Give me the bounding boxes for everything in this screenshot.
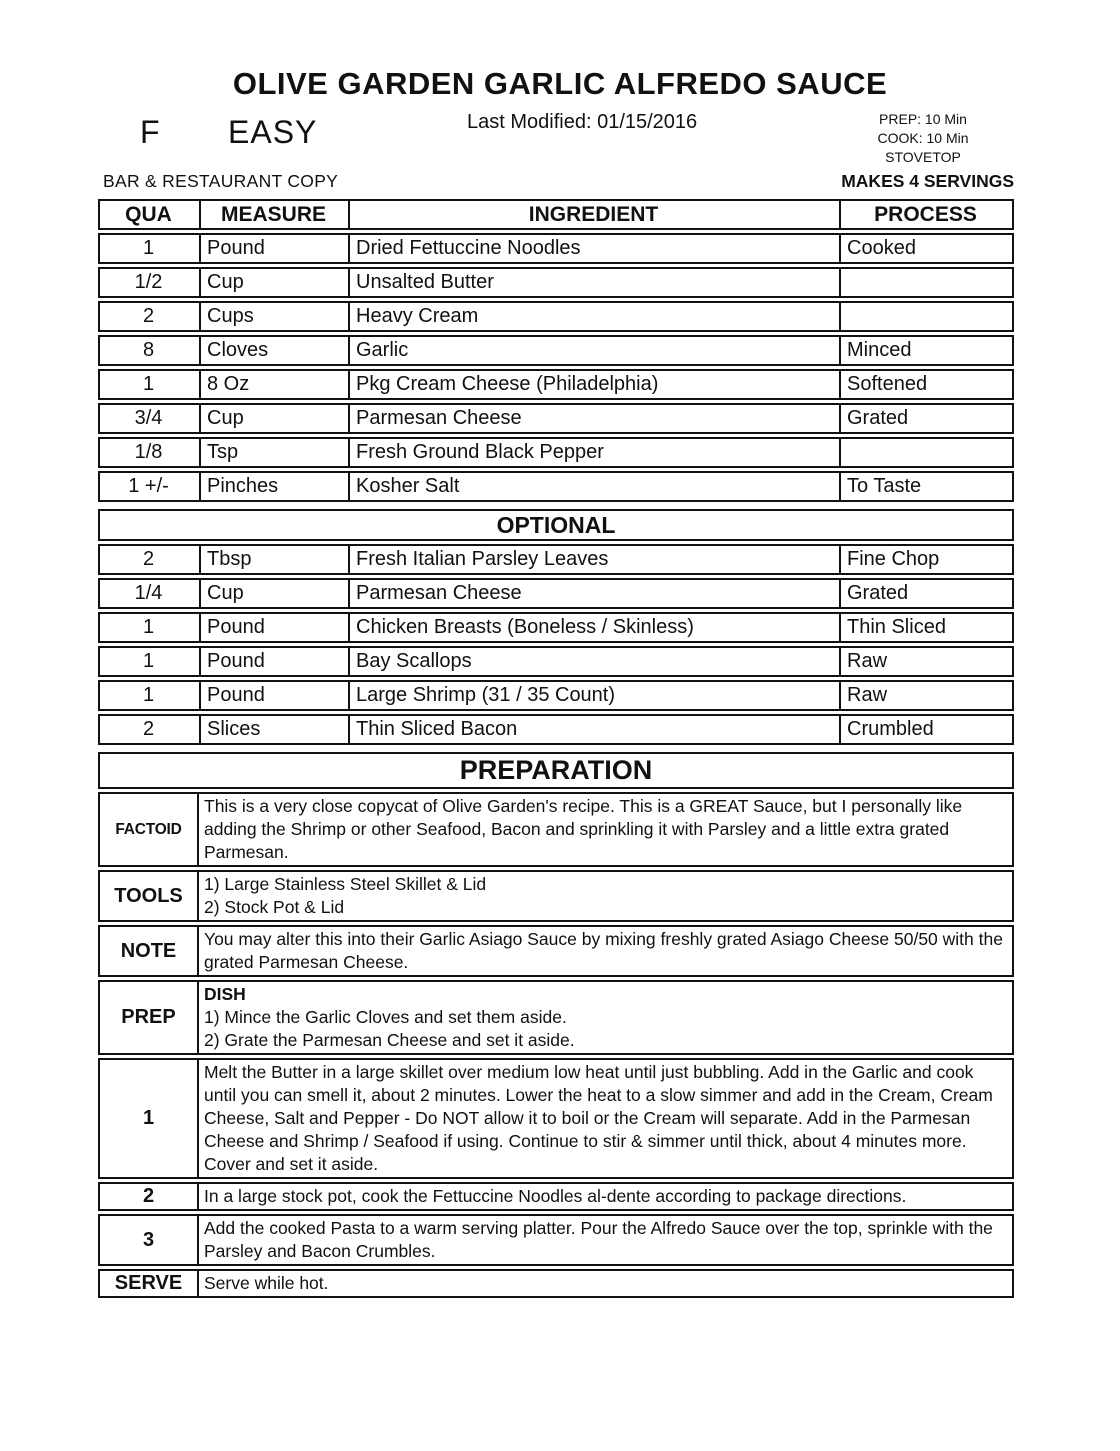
- cell-qua: 1/4: [134, 582, 163, 604]
- preparation-row-body: [197, 794, 1012, 865]
- cell-measure: Pound: [199, 682, 348, 709]
- cell-ingredient: Fresh Italian Parsley Leaves: [348, 546, 839, 573]
- table-row: [98, 471, 1014, 502]
- cell-qua: 1: [142, 237, 155, 259]
- copy-type-label: BAR & RESTAURANT COPY: [103, 171, 339, 191]
- prep-time-label: PREP: 10 Min: [879, 111, 967, 127]
- cell-process: To Taste: [839, 473, 1012, 500]
- table-row: [98, 267, 1014, 298]
- cell-measure: Pound: [199, 648, 348, 675]
- header-cell-process: PROCESS: [839, 201, 1012, 228]
- preparation-text-line: Add the cooked Pasta to a warm serving platter. Pour the Alfredo Sauce over the top, sprinkle with the Parsley and Bacon Crumbles.: [204, 1218, 993, 1261]
- cell-process: Crumbled: [839, 716, 1012, 743]
- cell-process: Raw: [839, 682, 1012, 709]
- preparation-row: [98, 980, 1014, 1055]
- optional-section-title: OPTIONAL: [98, 509, 1014, 541]
- preparation-row-body: [197, 1184, 1012, 1209]
- preparation-text-line: Melt the Butter in a large skillet over medium low heat until just bubbling. Add in the Garlic and cook until you can smell it, about 2 minutes. Lower the heat to a slow simmer and add in the Cream, Cream Cheese, Salt and Pepper - Do NOT allow it to boil or the Cream will separate. Add in the Parmesan Cheese and Shrimp / Seafood if using. Continue to stir & simmer until thick, about 4 minutes more. Cover and set it aside.: [204, 1062, 993, 1174]
- preparation-text-line: 1) Mince the Garlic Cloves and set them aside.: [204, 1007, 567, 1027]
- cell-process: Softened: [839, 371, 1012, 398]
- table-row: [98, 301, 1014, 332]
- cell-ingredient: Thin Sliced Bacon: [348, 716, 839, 743]
- cell-measure: Cup: [199, 269, 348, 296]
- preparation-row-label: 3: [142, 1228, 155, 1251]
- table-row: [98, 714, 1014, 745]
- preparation-text-line: Serve while hot.: [204, 1273, 329, 1293]
- preparation-row: [98, 925, 1014, 977]
- cell-process: Grated: [839, 405, 1012, 432]
- preparation-section-title: PREPARATION: [98, 752, 1014, 789]
- cell-ingredient: Garlic: [348, 337, 839, 364]
- preparation-text-line: DISH: [204, 984, 246, 1004]
- preparation-row: [98, 1269, 1014, 1298]
- preparation-row-label: 1: [142, 1107, 155, 1129]
- cell-qua: 1: [142, 616, 155, 638]
- cell-measure: Cups: [199, 303, 348, 330]
- last-modified-label: Last Modified: 01/15/2016: [467, 111, 698, 133]
- difficulty-label: EASY: [228, 114, 318, 150]
- cell-process: Raw: [839, 648, 1012, 675]
- preparation-row-body: [197, 927, 1012, 975]
- cell-process: Thin Sliced: [839, 614, 1012, 641]
- cell-ingredient: Parmesan Cheese: [348, 405, 839, 432]
- preparation-text-line: This is a very close copycat of Olive Garden's recipe. This is a GREAT Sauce, but I personally like adding the Shrimp or other Seafood, Bacon and sprinkling it with Parsley and a little extra grated Parmesan.: [204, 796, 963, 862]
- cell-measure: Tbsp: [199, 546, 348, 573]
- cell-ingredient: Unsalted Butter: [348, 269, 839, 296]
- preparation-text-line: 2) Grate the Parmesan Cheese and set it aside.: [204, 1030, 575, 1050]
- ingredients-table: [98, 199, 1014, 502]
- table-row: [98, 578, 1014, 609]
- preparation-text-line: 2) Stock Pot & Lid: [204, 897, 345, 917]
- cell-process: [839, 303, 1012, 330]
- cell-process: Cooked: [839, 235, 1012, 262]
- preparation-row: [98, 1214, 1014, 1266]
- cell-process: Grated: [839, 580, 1012, 607]
- cell-qua: 1/8: [134, 441, 163, 463]
- cell-qua: 1/2: [134, 271, 163, 293]
- header-cell-ingredient: INGREDIENT: [348, 201, 839, 228]
- cell-ingredient: Pkg Cream Cheese (Philadelphia): [348, 371, 839, 398]
- preparation-text-line: You may alter this into their Garlic Asiago Sauce by mixing freshly grated Asiago Cheese 50/50 with the grated Parmesan Cheese.: [204, 929, 1003, 972]
- preparation-row-label: FACTOID: [115, 820, 182, 838]
- cell-qua: 3/4: [134, 407, 163, 429]
- preparation-row-body: [197, 1271, 1012, 1296]
- cell-measure: Pound: [199, 614, 348, 641]
- preparation-row-label: PREP: [121, 1006, 176, 1028]
- cell-ingredient: Large Shrimp (31 / 35 Count): [348, 682, 839, 709]
- cell-measure: Cloves: [199, 337, 348, 364]
- cell-qua: 2: [142, 548, 155, 570]
- cell-measure: Pound: [199, 235, 348, 262]
- page-title: OLIVE GARDEN GARLIC ALFREDO SAUCE: [232, 66, 888, 101]
- table-row: [98, 646, 1014, 677]
- preparation-row-body: [197, 982, 1012, 1053]
- cell-qua: 2: [142, 305, 155, 327]
- table-header-row: [98, 199, 1014, 230]
- cell-process: [839, 269, 1012, 296]
- cell-qua: 1 +/-: [128, 475, 169, 497]
- optional-ingredients-table: [98, 509, 1014, 745]
- cell-measure: Cup: [199, 405, 348, 432]
- preparation-row-body: [197, 872, 1012, 920]
- cell-ingredient: Fresh Ground Black Pepper: [348, 439, 839, 466]
- preparation-row-label: TOOLS: [114, 884, 183, 907]
- cell-measure: Slices: [199, 716, 348, 743]
- preparation-row: [98, 1182, 1014, 1211]
- preparation-text-line: In a large stock pot, cook the Fettuccine Noodles al-dente according to package directions.: [204, 1186, 907, 1206]
- table-row: [98, 680, 1014, 711]
- servings-label: MAKES 4 SERVINGS: [841, 171, 1014, 191]
- cell-ingredient: Bay Scallops: [348, 648, 839, 675]
- cell-qua: 1: [142, 373, 155, 395]
- cell-measure: Cup: [199, 580, 348, 607]
- time-info-block: [853, 110, 993, 167]
- cook-time-label: COOK: 10 Min: [877, 130, 969, 146]
- cell-ingredient: Chicken Breasts (Boneless / Skinless): [348, 614, 839, 641]
- table-row: [98, 335, 1014, 366]
- preparation-row-label: NOTE: [120, 939, 177, 962]
- cell-qua: 1: [142, 684, 155, 706]
- cell-qua: 2: [142, 718, 155, 740]
- cell-qua: 8: [142, 339, 155, 361]
- preparation-row-label: 2: [142, 1185, 155, 1207]
- preparation-row: [98, 1058, 1014, 1179]
- cook-method-label: STOVETOP: [885, 149, 961, 165]
- cell-measure: 8 Oz: [199, 371, 348, 398]
- preparation-row-label: SERVE: [114, 1272, 183, 1294]
- preparation-row: [98, 792, 1014, 867]
- cell-process: Minced: [839, 337, 1012, 364]
- preparation-row: [98, 870, 1014, 922]
- cell-measure: Tsp: [199, 439, 348, 466]
- table-row: [98, 544, 1014, 575]
- table-row: [98, 233, 1014, 264]
- cell-ingredient: Heavy Cream: [348, 303, 839, 330]
- cell-qua: 1: [142, 650, 155, 672]
- preparation-row-body: [197, 1216, 1012, 1264]
- preparation-text-line: 1) Large Stainless Steel Skillet & Lid: [204, 874, 487, 894]
- cell-ingredient: Kosher Salt: [348, 473, 839, 500]
- preparation-row-body: [197, 1060, 1012, 1177]
- cell-process: [839, 439, 1012, 466]
- table-row: [98, 437, 1014, 468]
- table-row: [98, 369, 1014, 400]
- header-cell-measure: MEASURE: [199, 201, 348, 228]
- cell-ingredient: Parmesan Cheese: [348, 580, 839, 607]
- cell-measure: Pinches: [199, 473, 348, 500]
- preparation-table: [98, 752, 1014, 1298]
- table-row: [98, 612, 1014, 643]
- recipe-content: [98, 199, 1014, 1305]
- flag-letter: F: [140, 114, 160, 150]
- header-cell-qua: QUA: [125, 203, 172, 226]
- table-row: [98, 403, 1014, 434]
- cell-process: Fine Chop: [839, 546, 1012, 573]
- cell-ingredient: Dried Fettuccine Noodles: [348, 235, 839, 262]
